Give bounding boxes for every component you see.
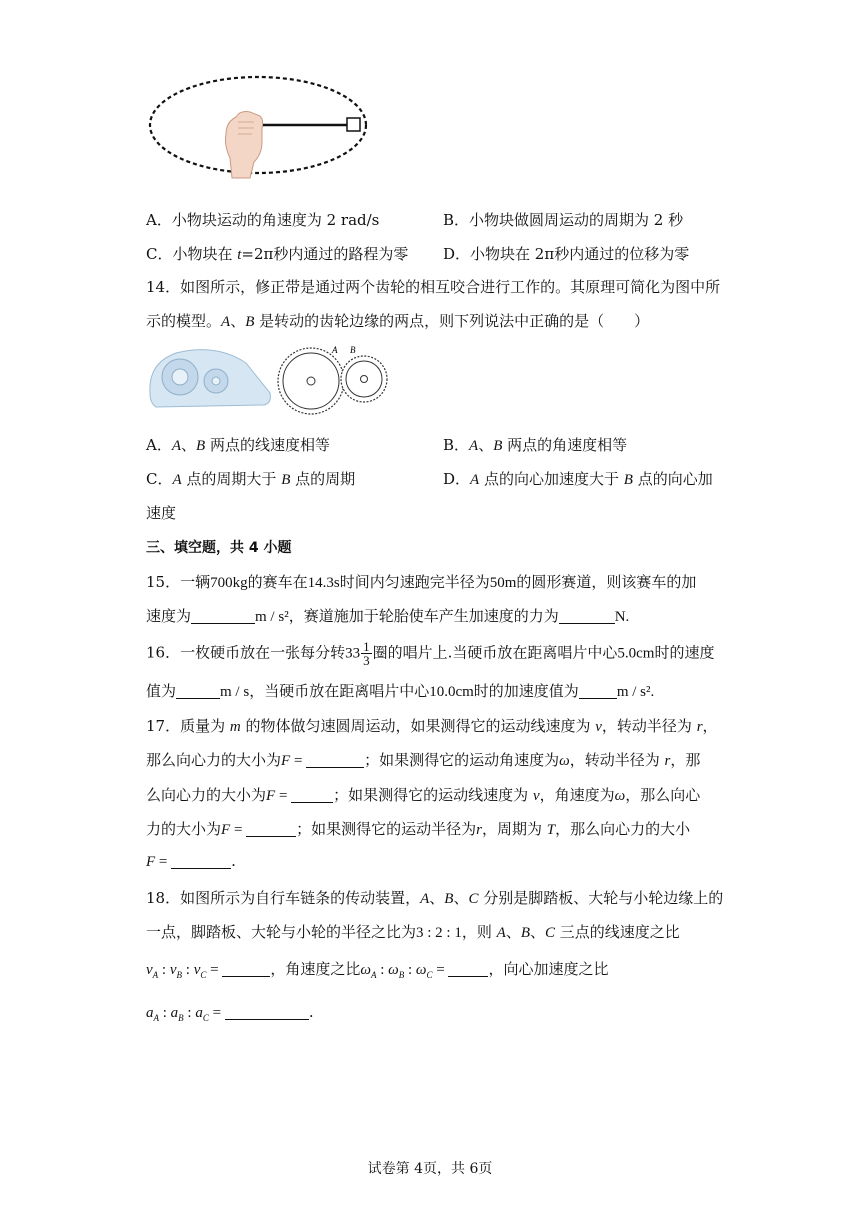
gear-label-a: A bbox=[332, 345, 338, 355]
q18-line2: 一点，脚踏板、大轮与小轮的半径之比为3 : 2 : 1，则 A、B、C 三点的线速度之比 bbox=[146, 923, 680, 941]
q16-line2: 值为 m / s，当硬币放在距离唱片中心10.0cm时的加速度值为 m / s². bbox=[146, 682, 655, 700]
q17-blank-3[interactable] bbox=[246, 822, 296, 837]
q18-line4: $a_A$ : $a_B$ : $a_C$ = . bbox=[146, 1003, 314, 1023]
q13-option-d: D．小物块在 2π秒内通过的位移为零 bbox=[443, 245, 690, 263]
q17-blank-2[interactable] bbox=[291, 788, 333, 803]
q14-option-d: D．A 点的向心加速度大于 B 点的向心加 bbox=[443, 470, 713, 488]
q17-line2: 那么向心力的大小为F = ；如果测得它的运动角速度为ω，转动半径为 r，那 bbox=[146, 751, 701, 769]
q14-stem-line2: 示的模型。A、B 是转动的齿轮边缘的两点，则下列说法中正确的是（ ） bbox=[146, 312, 650, 330]
q17-line4: 力的大小为F = ；如果测得它的运动半径为r，周期为 T，那么向心力的大小 bbox=[146, 820, 691, 838]
small-gear-icon bbox=[341, 356, 387, 402]
q16-line1: 16．一枚硬币放在一张每分转33 $\frac{1}{3}$ 圈的唱片上.当硬币放在距离唱片中心5.0cm时的速度 bbox=[146, 639, 715, 668]
q17-line5: F = . bbox=[146, 852, 236, 870]
q13-option-a: A．小物块运动的角速度为 2 rad/s bbox=[146, 211, 380, 229]
circular-motion-figure bbox=[146, 70, 376, 188]
large-gear-icon bbox=[278, 348, 344, 414]
q17-blank-1[interactable] bbox=[306, 753, 364, 768]
q15-blank-1[interactable] bbox=[191, 609, 255, 624]
fraction-one-third: $\frac{1}{3}$ bbox=[363, 639, 370, 668]
q13-option-b: B．小物块做圆周运动的周期为 2 秒 bbox=[443, 211, 684, 229]
q15-line2: 速度为 m / s²，赛道施加于轮胎使车产生加速度的力为 N. bbox=[146, 607, 630, 625]
q13-option-c: C．小物块在 t=2π秒内通过的路程为零 bbox=[146, 245, 409, 263]
q17-line3: 么向心力的大小为F = ；如果测得它的运动线速度为 v，角速度为ω，那么向心 bbox=[146, 786, 701, 804]
q14-option-c: C．A 点的周期大于 B 点的周期 bbox=[146, 470, 356, 488]
q14-option-d-cont: 速度 bbox=[146, 504, 177, 522]
q18-line1: 18．如图所示为自行车链条的传动装置，A、B、C 分别是脚踏板、大轮与小轮边缘上的 bbox=[146, 889, 724, 907]
q18-blank-3[interactable] bbox=[225, 1005, 309, 1020]
gear-label-b: B bbox=[350, 345, 356, 355]
q14-stem-line1: 14．如图所示，修正带是通过两个齿轮的相互咬合进行工作的。其原理可简化为图中所 bbox=[146, 278, 721, 296]
gear-figure bbox=[146, 343, 396, 415]
small-block bbox=[347, 118, 360, 131]
q18-blank-2[interactable] bbox=[448, 962, 488, 977]
correction-tape-icon bbox=[150, 350, 271, 407]
q16-blank-2[interactable] bbox=[579, 684, 617, 699]
q18-line3: $v_A$ : $v_B$ : $v_C$ = ，角速度之比$\omega_A$ : $\omega_B$ : $\omega_C$ = ，向心加速度之比 bbox=[146, 960, 609, 980]
q15-blank-2[interactable] bbox=[559, 609, 615, 624]
q15-line1: 15．一辆700kg的赛车在14.3s时间内匀速跑完半径为50m的圆形赛道，则该赛车的加 bbox=[146, 573, 697, 591]
q14-option-a: A．A、B 两点的线速度相等 bbox=[146, 436, 330, 454]
q17-blank-4[interactable] bbox=[171, 854, 231, 869]
q14-option-b: B．A、B 两点的角速度相等 bbox=[443, 436, 628, 454]
page-footer: 试卷第 4页，共 6页 bbox=[367, 1161, 493, 1177]
hand-icon bbox=[226, 112, 263, 178]
q17-line1: 17．质量为 m 的物体做匀速圆周运动，如果测得它的运动线速度为 v，转动半径为 r， bbox=[146, 717, 718, 735]
q18-blank-1[interactable] bbox=[222, 962, 270, 977]
q16-blank-1[interactable] bbox=[176, 684, 220, 699]
section-heading: 三、填空题，共 4 小题 bbox=[146, 540, 292, 556]
